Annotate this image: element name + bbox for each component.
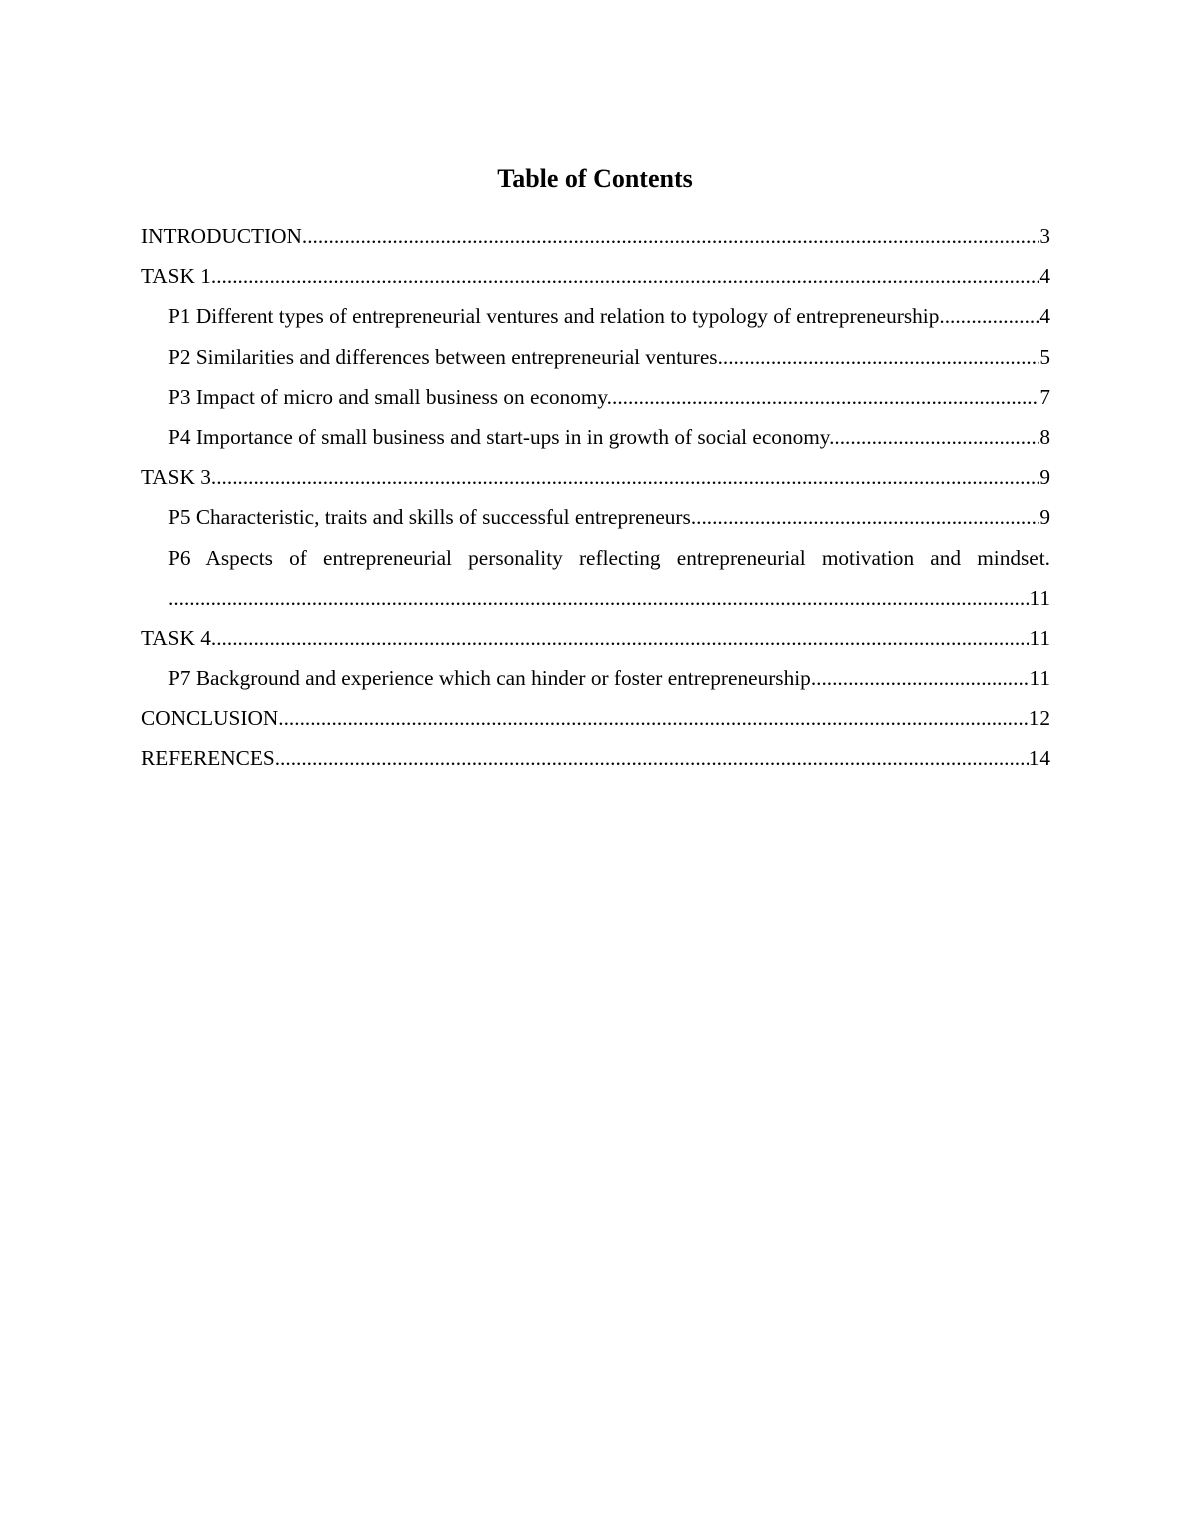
toc-entry-p2[interactable] [141, 337, 1050, 377]
toc-page-number: 14 [1028, 746, 1050, 771]
toc-dot-leader [302, 216, 1039, 256]
toc-page-number: 11 [1029, 666, 1050, 691]
toc-dot-leader [945, 296, 1040, 336]
toc-entry-label: P4 Importance of small business and start-ups in in growth of social economy. [168, 424, 835, 449]
toc-entry-label: TASK 4 [141, 625, 211, 650]
toc-dot-leader [211, 457, 1039, 497]
toc-entry-p6[interactable] [141, 538, 1050, 618]
toc-page-number: 4 [1039, 264, 1050, 289]
toc-page-number: 11 [1029, 585, 1050, 610]
toc-page-number: 5 [1039, 344, 1050, 369]
toc-entry-p3[interactable] [141, 377, 1050, 417]
toc-page-number: 11 [1029, 625, 1050, 650]
toc-dot-leader [834, 417, 1039, 457]
toc-entry-task-3[interactable] [141, 457, 1050, 497]
toc-page-number: 9 [1039, 465, 1050, 490]
toc-entry-label: REFERENCES [141, 746, 275, 771]
toc-entry-task-4[interactable] [141, 618, 1050, 658]
toc-entry-label: P6 Aspects of entrepreneurial personality reflecting entrepreneurial motivation and mindset. [168, 545, 1050, 570]
toc-page-number: 8 [1039, 424, 1050, 449]
toc-page-number: 9 [1039, 505, 1050, 530]
toc-dot-leader [723, 337, 1039, 377]
toc-entry-label: P7 Background and experience which can hinder or foster entrepreneurship [168, 666, 811, 691]
toc-entry-continuation [168, 578, 1050, 618]
toc-entry-label: TASK 1 [141, 264, 211, 289]
toc-entry-label: P3 Impact of micro and small business on economy. [168, 384, 613, 409]
toc-entry-p7[interactable] [141, 658, 1050, 698]
toc-entry-p5[interactable] [141, 497, 1050, 537]
toc-dot-leader [691, 497, 1040, 537]
toc-entry-introduction[interactable] [141, 216, 1050, 256]
toc-dot-leader [612, 377, 1039, 417]
toc-entry-label: CONCLUSION [141, 706, 279, 731]
toc-entry-label: P2 Similarities and differences between entrepreneurial ventures. [168, 344, 723, 369]
toc-entry-label: TASK 3 [141, 465, 211, 490]
toc-entry-label: INTRODUCTION [141, 224, 302, 248]
toc-entry-conclusion[interactable] [141, 698, 1050, 738]
toc-page-number: 7 [1039, 384, 1050, 409]
toc-list [141, 216, 1050, 779]
toc-page-number: 12 [1028, 706, 1050, 731]
toc-page-number: 3 [1039, 224, 1050, 248]
toc-entry-p4[interactable] [141, 417, 1050, 457]
toc-entry-p1[interactable] [141, 296, 1050, 336]
toc-entry-references[interactable] [141, 738, 1050, 778]
toc-title: Table of Contents [497, 164, 693, 193]
toc-entry-task-1[interactable] [141, 256, 1050, 296]
toc-dot-leader [811, 658, 1030, 698]
toc-dot-leader [211, 618, 1030, 658]
toc-page-number: 4 [1039, 304, 1050, 329]
toc-dot-leader [168, 578, 1029, 618]
toc-entry-label: P5 Characteristic, traits and skills of successful entrepreneurs [168, 505, 691, 530]
toc-dot-leader [211, 256, 1039, 296]
toc-entry-label: P1 Different types of entrepreneurial ventures and relation to typology of entrepreneurship. [168, 304, 945, 329]
toc-dot-leader [278, 698, 1028, 738]
toc-dot-leader [275, 738, 1029, 778]
